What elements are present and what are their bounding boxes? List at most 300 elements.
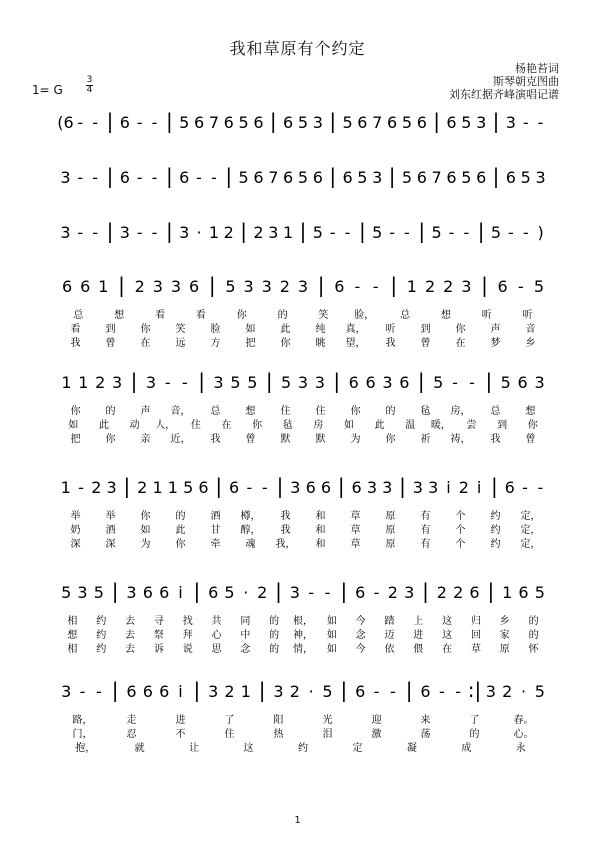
note: 6 [469, 583, 480, 602]
note: 3 [534, 373, 545, 392]
lyric-char: 此 [280, 324, 291, 335]
lyric-char: 的 [277, 310, 288, 321]
note: 6 [505, 168, 516, 187]
lyric-char: 你 [252, 420, 263, 431]
lyric-char: 怀 [528, 644, 539, 655]
barline: | [193, 579, 201, 603]
lyric-char: 住 [190, 420, 201, 431]
lyric-char: 念 [240, 644, 251, 655]
note: 3 [60, 168, 71, 187]
lyric-char: 激 [371, 729, 382, 740]
lyric-char: 来 [420, 715, 431, 726]
score-system [60, 164, 545, 188]
lyric-char: 脸 [210, 324, 221, 335]
score-system [61, 678, 545, 754]
lyric-char: 方 [210, 338, 221, 349]
note: 2 [502, 682, 513, 701]
note: · [520, 682, 527, 701]
lyric-char: 神， [293, 630, 313, 641]
lyric-char: 醇， [240, 525, 261, 536]
note: (6 [57, 113, 74, 132]
note: - [404, 223, 410, 242]
note: 3 [213, 373, 224, 392]
barline: | [422, 579, 429, 603]
lyric-char: 找 [182, 616, 193, 627]
barline: | [106, 219, 114, 243]
lyric-char: 了 [224, 715, 235, 726]
note: 6 [61, 277, 73, 296]
lyric-char: 成 [461, 743, 472, 754]
note: - [196, 168, 202, 187]
lyricist-credit: 杨艳苔词 [515, 62, 559, 75]
lyric-char: 魂 [245, 539, 256, 550]
lyric-char: 约 [490, 539, 501, 550]
note: 6 [159, 583, 170, 602]
note: 1 [78, 373, 89, 392]
barline: | [198, 369, 205, 393]
barline: | [299, 219, 307, 243]
lyric-char: 梦 [490, 338, 501, 349]
note: 6 [386, 113, 398, 132]
note: - [522, 223, 529, 242]
note: 6 [119, 113, 130, 132]
note: 3 [535, 168, 546, 187]
note: 3 [314, 373, 325, 392]
note: 5 [401, 113, 413, 132]
note: 2 [253, 223, 264, 242]
note: 1 [208, 223, 220, 242]
lyric-char: 的 [269, 616, 280, 627]
note: - [136, 223, 143, 242]
note: 6 [283, 168, 294, 187]
lyric-char: 你 [140, 511, 151, 522]
note: 5 [312, 223, 323, 242]
note: 5 [230, 373, 241, 392]
barline: | [111, 579, 119, 603]
lyric-char: 进 [413, 630, 424, 641]
note: - [308, 583, 315, 602]
note: - [389, 223, 395, 242]
lyric-char: 拜 [182, 630, 193, 641]
note: 3 [485, 682, 496, 701]
lyric-char: 为 [350, 434, 361, 445]
score-system [61, 369, 544, 445]
note: 5 [461, 113, 472, 132]
note: - [537, 113, 544, 132]
note: 6 [399, 373, 410, 392]
barline: | [417, 369, 425, 393]
note: 5 [461, 168, 472, 187]
note: 5 [372, 223, 383, 242]
note: - [77, 223, 84, 242]
lyric-char: 定， [520, 511, 541, 522]
lyric-char: 个 [455, 511, 466, 522]
lyric-char: 有 [420, 511, 431, 522]
barline: | [208, 273, 216, 297]
lyric-char: 把 [70, 434, 81, 445]
note: 5 [238, 168, 249, 187]
lyric-char: 总 [490, 406, 501, 417]
note: 3 [61, 682, 72, 701]
note: 3 [112, 373, 123, 392]
lyric-char: 看 [155, 310, 166, 321]
lyric-char: 在 [455, 338, 466, 349]
note: 1 [98, 277, 109, 296]
barline: | [340, 579, 348, 603]
note: - [164, 373, 171, 392]
barline: | [485, 369, 493, 393]
lyric-char: 的 [385, 406, 396, 417]
lyric-char: 你 [70, 406, 81, 417]
barline: | [340, 678, 348, 702]
note: 2 [257, 583, 268, 602]
barline: | [487, 579, 495, 603]
note: 5 [534, 583, 545, 602]
note: 2 [436, 583, 447, 602]
note: · [308, 682, 314, 701]
note: 5 [179, 113, 190, 132]
note: 6 [159, 682, 170, 701]
lyric-char: 草 [350, 525, 361, 536]
lyric-char: 如 [326, 630, 337, 641]
score-system [61, 579, 545, 655]
note: - [329, 223, 336, 242]
lyric-char: 声 [140, 406, 151, 417]
note: - [151, 223, 158, 242]
barline: | [215, 474, 223, 498]
lyric-char: 眺 [315, 338, 326, 349]
note: 6 [119, 168, 130, 187]
note: 3 [404, 583, 415, 602]
lyric-char: 为 [140, 539, 151, 550]
lyric-char: 听 [522, 310, 533, 321]
note: 1 [152, 478, 163, 497]
note: - [92, 223, 99, 242]
note: 6 [179, 168, 190, 187]
barline: | [333, 369, 341, 393]
note: 2 [95, 373, 106, 392]
note: - [136, 168, 143, 187]
lyric-char: 奶 [70, 525, 81, 536]
lyric-char: 你 [385, 434, 396, 445]
note: 5 [225, 277, 236, 296]
note: 2 [424, 277, 436, 296]
note: - [452, 373, 458, 392]
lyric-char: 去 [125, 616, 136, 627]
note: 1 [406, 277, 417, 296]
barline: | [111, 678, 119, 702]
note: 2 [387, 583, 398, 602]
lyric-char: 听 [385, 324, 396, 335]
note: i [178, 682, 183, 701]
lyric-char: 心。 [513, 729, 534, 740]
note: 1 [60, 478, 71, 497]
lyric-char: 诉 [153, 644, 164, 655]
lyric-char: 门， [72, 729, 93, 740]
note: 6 [497, 277, 508, 296]
lyric-char: 和 [315, 539, 326, 550]
note: 3 [77, 583, 88, 602]
lyric-char: 这 [442, 630, 453, 641]
note: 2 [134, 277, 145, 296]
lyric-char: 人， [155, 420, 176, 431]
note: 5 [520, 168, 531, 187]
lyric-char: 你 [140, 324, 151, 335]
note: - [79, 682, 86, 701]
lyric-char: 你 [350, 406, 361, 417]
lyric-char: 总 [400, 310, 411, 321]
note: 6 [229, 478, 240, 497]
lyric-char: 进 [175, 715, 186, 726]
note: 6 [312, 168, 323, 187]
lyric-char: 脸， [354, 310, 375, 321]
note: - [246, 478, 253, 497]
lyric-char: 尝 [466, 420, 477, 431]
lyric-char: 情， [293, 644, 313, 655]
lyric-char: 原 [499, 644, 510, 655]
lyric-char: 音 [525, 324, 536, 335]
barline: | [405, 678, 413, 702]
lyric-char: 家 [499, 630, 510, 641]
note: 5 [500, 373, 511, 392]
note: 7 [268, 168, 279, 187]
lyric-char: 今 [355, 616, 366, 627]
note: - [95, 682, 102, 701]
lyric-char: 想 [525, 406, 536, 417]
note: 5 [247, 373, 258, 392]
lyric-char: 动 [129, 420, 140, 431]
lyric-char: 迈 [384, 630, 395, 641]
lyric-char: 把 [245, 338, 256, 349]
lyric-char: 看 [195, 310, 206, 321]
lyric-char: 举 [105, 511, 116, 522]
lyric-char: 定 [352, 743, 363, 754]
lyric-char: 总 [73, 310, 84, 321]
note: 5 [93, 583, 104, 602]
score-system [57, 109, 543, 133]
note: 5 [322, 682, 333, 701]
barline: | [123, 474, 131, 498]
note: 6 [348, 373, 359, 392]
note: 3 [145, 373, 157, 392]
lyric-char: 有 [420, 525, 431, 536]
lyric-char: 毡 [282, 420, 293, 431]
note: 6 [446, 168, 457, 187]
note: 3 [268, 223, 279, 242]
lyric-char: 你 [527, 420, 538, 431]
lyric-char: 听 [481, 310, 492, 321]
lyric-char: 抱， [75, 743, 96, 754]
lyric-char: 中 [240, 630, 251, 641]
score-system [60, 219, 543, 243]
lyric-char: 你 [455, 324, 466, 335]
note: 3 [152, 277, 163, 296]
note: i [476, 478, 482, 497]
lyric-char: 声 [490, 324, 501, 335]
note: 3 [273, 682, 284, 701]
lyric-char: 如 [326, 616, 337, 627]
lyric-char: 同 [240, 616, 251, 627]
note: 6 [355, 583, 366, 602]
note: - [373, 583, 380, 602]
lyric-char: 深 [70, 539, 81, 550]
lyric-char: 毡 [420, 406, 431, 417]
lyric-char: 忍 [126, 729, 137, 740]
barline: | [165, 164, 173, 188]
note: - [77, 113, 84, 132]
note: 1 [61, 373, 72, 392]
barline: | [265, 369, 273, 393]
key-signature: 1= G [32, 83, 63, 97]
lyric-char: 不 [175, 729, 186, 740]
note: - [77, 168, 84, 187]
note: 6 [504, 478, 515, 497]
lyric-char: 远 [175, 338, 186, 349]
lyric-char: 如 [343, 420, 354, 431]
note: 6 [223, 113, 234, 132]
lyric-char: 祭 [153, 630, 164, 641]
lyric-char: 约 [490, 525, 501, 536]
barline: | [359, 219, 366, 243]
barline: | [165, 109, 173, 133]
note: 5 [238, 113, 249, 132]
lyric-char: 踏 [384, 616, 395, 627]
note: 5 [357, 168, 368, 187]
lyric-char: 我 [70, 338, 81, 349]
lyric-char: 的 [269, 644, 280, 655]
lyric-char: 归 [470, 616, 481, 627]
lyric-char: 酒 [105, 525, 116, 536]
lyric-char: 想 [114, 310, 125, 321]
note: 5 [433, 373, 444, 392]
note: 6 [476, 168, 487, 187]
note: 2 [279, 277, 290, 296]
note: ) [537, 223, 544, 242]
lyric-char: 的 [269, 630, 280, 641]
lyric-char: 约 [490, 511, 501, 522]
score-system [62, 273, 544, 349]
note: 6 [446, 113, 457, 132]
lyric-char: 笑 [318, 310, 329, 321]
note: i [446, 478, 451, 497]
note: 5 [224, 583, 235, 602]
lyric-char: 泪 [322, 729, 333, 740]
barline: | [390, 273, 398, 297]
barline: | [481, 273, 488, 297]
note: - [211, 168, 217, 187]
lyric-char: 寻 [153, 616, 164, 627]
note: 3 [170, 277, 182, 296]
note: 6 [355, 682, 366, 701]
lyric-char: 的 [528, 616, 539, 627]
lyric-char: 念 [355, 630, 366, 641]
note: - [261, 478, 268, 497]
note: - [92, 168, 99, 187]
barline: | [337, 474, 345, 498]
lyric-char: 荡 [420, 729, 431, 740]
lyric-char: 相 [67, 616, 78, 627]
lyric-char: 此 [374, 420, 385, 431]
lyric-char: 你 [236, 310, 247, 321]
note: 6 [416, 113, 427, 132]
note: 6 [420, 682, 431, 701]
barline: | [118, 273, 125, 297]
barline: | [492, 109, 500, 133]
barline: :| [467, 678, 482, 702]
lyric-char: 约 [96, 644, 107, 655]
lyric-char: 暖， [430, 420, 451, 431]
lyric-char: 你 [105, 434, 116, 445]
note: - [344, 223, 351, 242]
note: 6 [305, 478, 316, 497]
note: 6 [416, 168, 427, 187]
time-signature-bottom: 4 [86, 85, 93, 95]
lyric-char: 住 [280, 406, 291, 417]
note: 6 [80, 277, 91, 296]
lyric-char: 牵 [210, 539, 221, 550]
lyric-char: 在 [140, 338, 151, 349]
lyric-char: 望， [345, 338, 366, 349]
note: 3 [60, 223, 71, 242]
note: 5 [533, 277, 545, 296]
note: - [455, 682, 462, 701]
lyric-char: 根， [293, 616, 313, 627]
barline: | [418, 219, 426, 243]
note: 5 [490, 223, 502, 242]
barline: | [225, 164, 233, 188]
note: 6 [320, 478, 332, 497]
note: 2 [137, 478, 148, 497]
lyric-char: 去 [125, 644, 136, 655]
note: 6 [517, 373, 528, 392]
note: 3 [297, 277, 309, 296]
composer-credit: 斯琴朝克图曲 [493, 75, 559, 88]
note: 5 [297, 168, 309, 187]
lyric-char: 我 [385, 338, 396, 349]
note: 2 [443, 277, 454, 296]
lyric-char: 走 [126, 715, 137, 726]
note: 3 [119, 223, 130, 242]
note: 2 [224, 682, 235, 701]
lyric-char: 想 [245, 406, 256, 417]
note: 6 [142, 583, 153, 602]
lyric-char: 今 [355, 644, 366, 655]
lyric-char: 了 [469, 715, 480, 726]
lyric-char: 上 [413, 616, 424, 627]
lyric-char: 如 [326, 644, 337, 655]
barline: | [491, 474, 498, 498]
barline: | [130, 369, 138, 393]
lyric-char: 此 [98, 420, 109, 431]
note: 6 [126, 682, 137, 701]
barline: | [433, 109, 441, 133]
lyric-char: 心 [211, 630, 222, 641]
lyric-char: 总 [210, 406, 221, 417]
barline: | [258, 678, 266, 702]
note: 3 [261, 277, 272, 296]
lyric-char: 亲 [140, 434, 151, 445]
lyric-char: 去 [125, 630, 136, 641]
note: 3 [179, 223, 190, 242]
lyric-char: 和 [315, 525, 326, 536]
lyric-char: 到 [497, 420, 508, 431]
lyric-char: 原 [385, 511, 396, 522]
lyric-char: 定， [520, 525, 541, 536]
lyric-char: 想 [67, 630, 78, 641]
note: 3 [126, 583, 137, 602]
lyric-char: 草 [470, 644, 481, 655]
note: 6 [208, 583, 219, 602]
